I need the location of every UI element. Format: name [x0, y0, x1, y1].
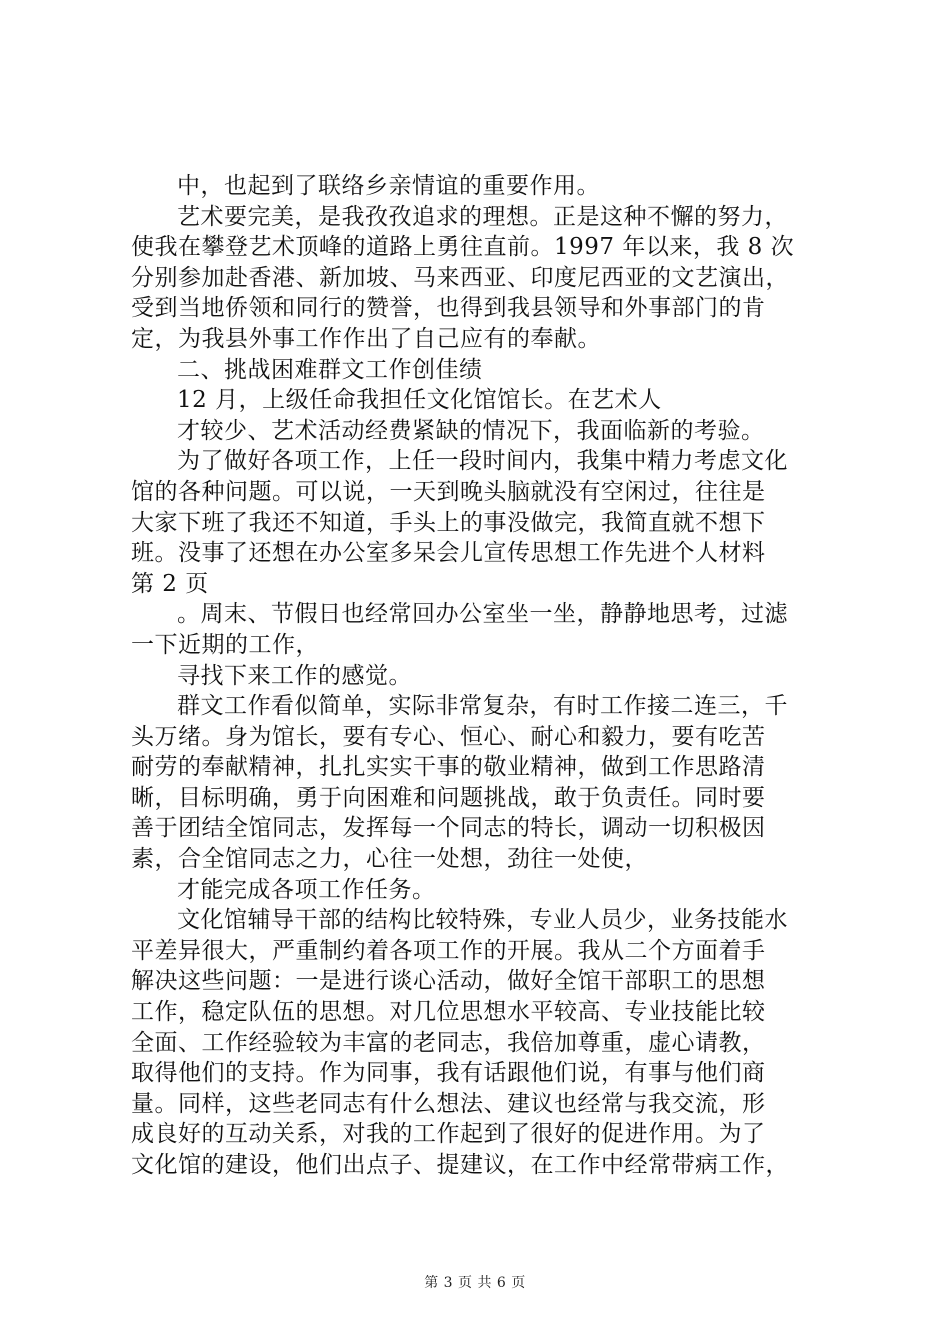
text-line: 量。同样，这些老同志有什么想法、建议也经常与我交流，形 — [131, 1090, 766, 1117]
text-line: 工作，稳定队伍的思想。对几位思想水平较高、专业技能比较 — [131, 999, 766, 1026]
text-line: 定，为我县外事工作作出了自己应有的奉献。 — [131, 325, 601, 352]
text-line: 馆的各种问题。可以说，一天到晚头脑就没有空闲过，往往是 — [131, 478, 766, 505]
text-line: 头万绪。身为馆长，要有专心、恒心、耐心和毅力，要有吃苦 — [131, 723, 766, 750]
text-line: 二、挑战困难群文工作创佳绩 — [177, 356, 483, 383]
text-line: 中，也起到了联络乡亲情谊的重要作用。 — [177, 173, 600, 199]
text-line: 寻找下来工作的感觉。 — [177, 662, 412, 689]
text-line: 群文工作看似简单，实际非常复杂，有时工作接二连三，千 — [177, 693, 788, 720]
text-line: 才能完成各项工作任务。 — [177, 876, 436, 903]
text-line: 艺术要完美，是我孜孜追求的理想。正是这种不懈的努力， — [177, 203, 788, 230]
text-line: 平差异很大，严重制约着各项工作的开展。我从二个方面着手 — [131, 937, 766, 964]
text-line: 第 2 页 — [131, 570, 209, 597]
text-line: 受到当地侨领和同行的赞誉，也得到我县领导和外事部门的肯 — [131, 295, 766, 322]
text-line: 班。没事了还想在办公室多呆会儿宣传思想工作先进个人材料 — [131, 540, 766, 567]
text-line: 晰，目标明确，勇于向困难和问题挑战，敢于负责任。同时要 — [131, 784, 766, 811]
text-line: 分别参加赴香港、新加坡、马来西亚、印度尼西亚的文艺演出， — [131, 264, 789, 291]
text-line: 善于团结全馆同志，发挥每一个同志的特长，调动一切积极因 — [131, 815, 766, 842]
text-line: 12 月，上级任命我担任文化馆馆长。在艺术人 — [177, 387, 662, 414]
text-line: 解决这些问题：一是进行谈心活动，做好全馆干部职工的思想 — [131, 968, 766, 995]
text-line: 大家下班了我还不知道，手头上的事没做完，我简直就不想下 — [131, 509, 766, 536]
text-line: 一下近期的工作， — [131, 631, 319, 658]
text-line: 。周末、节假日也经常回办公室坐一坐，静静地思考，过滤 — [177, 601, 788, 628]
text-line: 耐劳的奉献精神，扎扎实实干事的敬业精神，做到工作思路清 — [131, 754, 766, 781]
text-line: 文化馆辅导干部的结构比较特殊，专业人员少，业务技能水 — [177, 907, 788, 934]
text-line: 素，合全馆同志之力，心往一处想，劲往一处使， — [131, 846, 648, 873]
page-footer: 第 3 页 共 6 页 — [424, 1275, 526, 1291]
document-body — [131, 171, 843, 1181]
text-line: 才较少、艺术活动经费紧缺的情况下，我面临新的考验。 — [177, 417, 765, 444]
text-line: 成良好的互动关系，对我的工作起到了很好的促进作用。为了 — [131, 1121, 766, 1148]
text-line: 全面、工作经验较为丰富的老同志，我倍加尊重，虚心请教， — [131, 1029, 766, 1056]
text-line: 使我在攀登艺术顶峰的道路上勇往直前。1997 年以来，我 8 次 — [131, 234, 795, 261]
text-line: 取得他们的支持。作为同事，我有话跟他们说，有事与他们商 — [131, 1060, 766, 1087]
text-line: 文化馆的建设，他们出点子、提建议，在工作中经常带病工作， — [131, 1152, 789, 1178]
text-line: 为了做好各项工作，上任一段时间内，我集中精力考虑文化 — [177, 448, 788, 475]
